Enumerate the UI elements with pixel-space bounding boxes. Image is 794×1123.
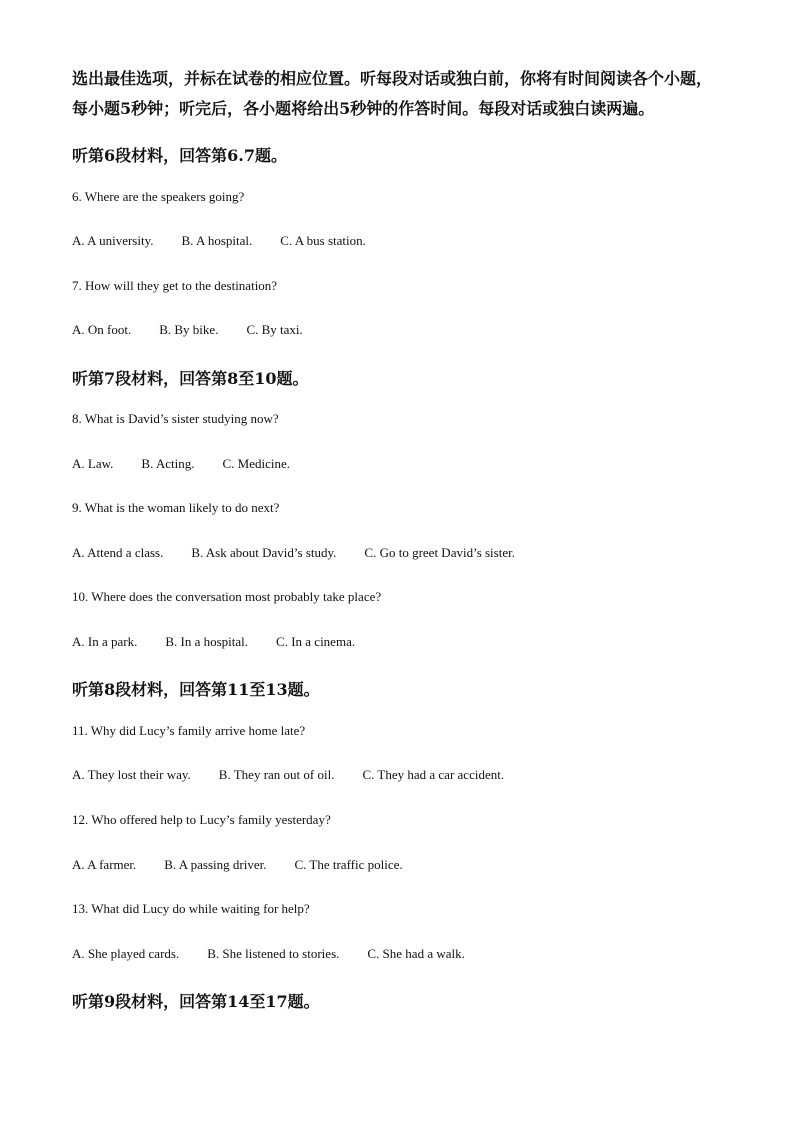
option-7c: C. By taxi. (246, 322, 303, 337)
option-13b: B. She listened to stories. (207, 946, 340, 961)
question-9: 9. What is the woman likely to do next? (72, 500, 280, 515)
question-11: 11. Why did Lucy’s family arrive home late? (72, 723, 306, 738)
option-12c: C. The traffic police. (294, 857, 403, 872)
option-7b: B. By bike. (159, 322, 219, 337)
option-6b: B. A hospital. (181, 233, 253, 248)
option-12b: B. A passing driver. (164, 857, 267, 872)
question-6: 6. Where are the speakers going? (72, 189, 245, 204)
options-8 (72, 456, 318, 472)
option-13c: C. She had a walk. (367, 946, 465, 961)
section-heading-8: 听第8段材料，回答第11至13题。 (72, 680, 320, 699)
options-11 (72, 767, 532, 783)
question-10: 10. Where does the conversation most probably take place? (72, 589, 382, 604)
options-12 (72, 857, 431, 873)
option-11c: C. They had a car accident. (362, 767, 505, 782)
question-7: 7. How will they get to the destination? (72, 278, 278, 293)
section-heading-7: 听第7段材料，回答第8至10题。 (72, 369, 309, 388)
question-12: 12. Who offered help to Lucy’s family yesterday? (72, 812, 331, 827)
option-9a: A. Attend a class. (72, 545, 164, 560)
option-8b: B. Acting. (141, 456, 195, 471)
option-10c: C. In a cinema. (276, 634, 356, 649)
option-11a: A. They lost their way. (72, 767, 191, 782)
options-9 (72, 545, 543, 561)
options-6 (72, 233, 394, 249)
question-13: 13. What did Lucy do while waiting for help? (72, 901, 310, 916)
section-heading-9: 听第9段材料，回答第14至17题。 (72, 992, 320, 1011)
instructions-paragraph: 选出最佳选项，并标在试卷的相应位置。听每段对话或独白前，你将有时间阅读各个小题，每小题5秒钟；听完后，各小题将给出5秒钟的作答时间。每段对话或独白读两遍。 (72, 69, 713, 118)
question-8: 8. What is David’s sister studying now? (72, 411, 279, 426)
options-13 (72, 946, 493, 962)
option-8a: A. Law. (72, 456, 114, 471)
options-10 (72, 634, 383, 650)
option-11b: B. They ran out of oil. (218, 767, 335, 782)
option-12a: A. A farmer. (72, 857, 137, 872)
option-13a: A. She played cards. (72, 946, 180, 961)
options-7 (72, 322, 331, 338)
option-10b: B. In a hospital. (165, 634, 249, 649)
option-9b: B. Ask about David’s study. (191, 545, 337, 560)
option-6c: C. A bus station. (280, 233, 366, 248)
section-heading-6: 听第6段材料，回答第6.7题。 (72, 146, 287, 165)
option-6a: A. A university. (72, 233, 154, 248)
option-8c: C. Medicine. (222, 456, 291, 471)
option-10a: A. In a park. (72, 634, 138, 649)
option-7a: A. On foot. (72, 322, 132, 337)
option-9c: C. Go to greet David’s sister. (364, 545, 515, 560)
